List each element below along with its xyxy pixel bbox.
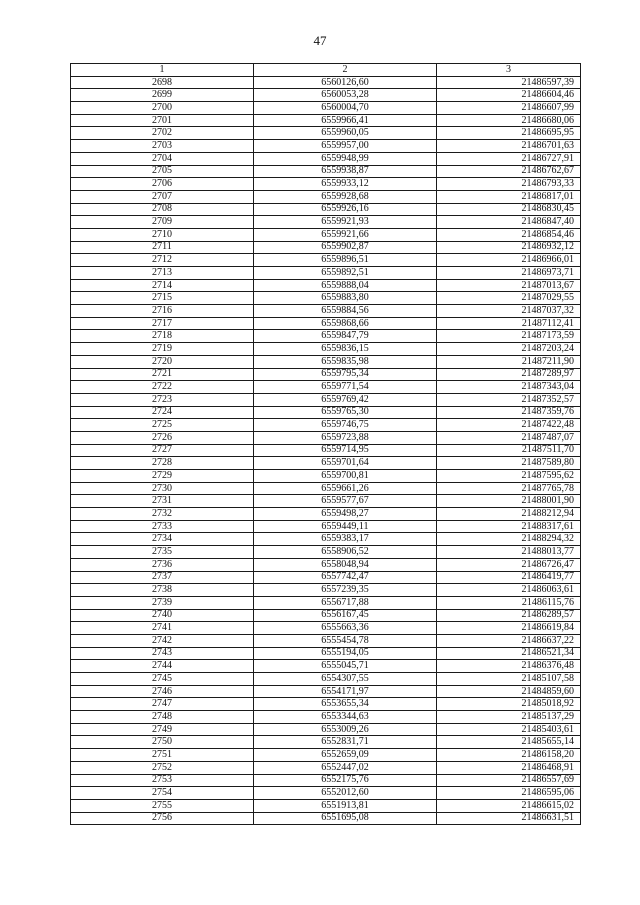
x-coordinate-cell: 6554307,55 — [254, 673, 437, 686]
point-number-cell: 2709 — [71, 216, 254, 229]
y-coordinate-cell: 21485403,61 — [437, 723, 581, 736]
x-coordinate-cell: 6553655,34 — [254, 698, 437, 711]
y-coordinate-cell: 21486115,76 — [437, 596, 581, 609]
x-coordinate-cell: 6559883,80 — [254, 292, 437, 305]
point-number-cell: 2728 — [71, 457, 254, 470]
table-row — [71, 571, 581, 584]
y-coordinate-cell: 21487203,24 — [437, 343, 581, 356]
point-number-cell: 2713 — [71, 267, 254, 280]
x-coordinate-cell: 6559836,15 — [254, 343, 437, 356]
point-number-cell: 2716 — [71, 305, 254, 318]
table-row — [71, 812, 581, 825]
x-coordinate-cell: 6553009,26 — [254, 723, 437, 736]
x-coordinate-cell: 6559449,11 — [254, 520, 437, 533]
point-number-cell: 2737 — [71, 571, 254, 584]
y-coordinate-cell: 21486854,46 — [437, 228, 581, 241]
y-coordinate-cell: 21486830,45 — [437, 203, 581, 216]
point-number-cell: 2754 — [71, 787, 254, 800]
point-number-cell: 2753 — [71, 774, 254, 787]
y-coordinate-cell: 21486637,22 — [437, 634, 581, 647]
table-row — [71, 558, 581, 571]
x-coordinate-cell: 6559921,93 — [254, 216, 437, 229]
table-row — [71, 520, 581, 533]
y-coordinate-cell: 21486817,01 — [437, 190, 581, 203]
point-number-cell: 2721 — [71, 368, 254, 381]
table-row — [71, 444, 581, 457]
table-row — [71, 228, 581, 241]
y-coordinate-cell: 21486521,34 — [437, 647, 581, 660]
table-row — [71, 749, 581, 762]
point-number-cell: 2701 — [71, 114, 254, 127]
x-coordinate-cell: 6552659,09 — [254, 749, 437, 762]
y-coordinate-cell: 21487289,97 — [437, 368, 581, 381]
table-row — [71, 114, 581, 127]
point-number-cell: 2724 — [71, 406, 254, 419]
x-coordinate-cell: 6559498,27 — [254, 508, 437, 521]
y-coordinate-cell: 21486727,91 — [437, 152, 581, 165]
y-coordinate-cell: 21486376,48 — [437, 660, 581, 673]
x-coordinate-cell: 6559921,66 — [254, 228, 437, 241]
x-coordinate-cell: 6559771,54 — [254, 381, 437, 394]
x-coordinate-cell: 6554171,97 — [254, 685, 437, 698]
point-number-cell: 2705 — [71, 165, 254, 178]
x-coordinate-cell: 6559902,87 — [254, 241, 437, 254]
point-number-cell: 2746 — [71, 685, 254, 698]
point-number-cell: 2712 — [71, 254, 254, 267]
point-number-cell: 2699 — [71, 89, 254, 102]
y-coordinate-cell: 21487511,70 — [437, 444, 581, 457]
x-coordinate-cell: 6560126,60 — [254, 76, 437, 89]
y-coordinate-cell: 21487211,90 — [437, 355, 581, 368]
y-coordinate-cell: 21486793,33 — [437, 178, 581, 191]
table-row — [71, 685, 581, 698]
table-row — [71, 774, 581, 787]
x-coordinate-cell: 6552175,76 — [254, 774, 437, 787]
x-coordinate-cell: 6559966,41 — [254, 114, 437, 127]
point-number-cell: 2742 — [71, 634, 254, 647]
table-row — [71, 393, 581, 406]
point-number-cell: 2708 — [71, 203, 254, 216]
x-coordinate-cell: 6559661,26 — [254, 482, 437, 495]
table-row — [71, 203, 581, 216]
y-coordinate-cell: 21485018,92 — [437, 698, 581, 711]
table-row — [71, 723, 581, 736]
y-coordinate-cell: 21484859,60 — [437, 685, 581, 698]
table-row — [71, 584, 581, 597]
point-number-cell: 2702 — [71, 127, 254, 140]
x-coordinate-cell: 6559892,51 — [254, 267, 437, 280]
point-number-cell: 2700 — [71, 102, 254, 115]
table-row — [71, 711, 581, 724]
table-row — [71, 596, 581, 609]
x-coordinate-cell: 6559746,75 — [254, 419, 437, 432]
x-coordinate-cell: 6559769,42 — [254, 393, 437, 406]
point-number-cell: 2725 — [71, 419, 254, 432]
y-coordinate-cell: 21487037,32 — [437, 305, 581, 318]
table-row — [71, 508, 581, 521]
point-number-cell: 2727 — [71, 444, 254, 457]
coordinates-table — [70, 63, 581, 825]
point-number-cell: 2736 — [71, 558, 254, 571]
y-coordinate-cell: 21485137,29 — [437, 711, 581, 724]
point-number-cell: 2731 — [71, 495, 254, 508]
y-coordinate-cell: 21487595,62 — [437, 470, 581, 483]
y-coordinate-cell: 21486680,06 — [437, 114, 581, 127]
table-row — [71, 609, 581, 622]
x-coordinate-cell: 6552447,02 — [254, 761, 437, 774]
point-number-cell: 2751 — [71, 749, 254, 762]
table-row — [71, 634, 581, 647]
y-coordinate-cell: 21485655,14 — [437, 736, 581, 749]
table-row — [71, 698, 581, 711]
x-coordinate-cell: 6559577,67 — [254, 495, 437, 508]
x-coordinate-cell: 6559926,16 — [254, 203, 437, 216]
x-coordinate-cell: 6559896,51 — [254, 254, 437, 267]
y-coordinate-cell: 21488013,77 — [437, 546, 581, 559]
y-coordinate-cell: 21486847,40 — [437, 216, 581, 229]
x-coordinate-cell: 6559723,88 — [254, 431, 437, 444]
y-coordinate-cell: 21486597,39 — [437, 76, 581, 89]
x-coordinate-cell: 6559960,05 — [254, 127, 437, 140]
point-number-cell: 2755 — [71, 799, 254, 812]
y-coordinate-cell: 21486468,91 — [437, 761, 581, 774]
y-coordinate-cell: 21488212,94 — [437, 508, 581, 521]
column-header-2: 2 — [254, 64, 437, 77]
table-row — [71, 736, 581, 749]
point-number-cell: 2730 — [71, 482, 254, 495]
x-coordinate-cell: 6559383,17 — [254, 533, 437, 546]
y-coordinate-cell: 21486966,01 — [437, 254, 581, 267]
y-coordinate-cell: 21486063,61 — [437, 584, 581, 597]
table-row — [71, 470, 581, 483]
y-coordinate-cell: 21486973,71 — [437, 267, 581, 280]
table-row — [71, 317, 581, 330]
y-coordinate-cell: 21488317,61 — [437, 520, 581, 533]
x-coordinate-cell: 6555454,78 — [254, 634, 437, 647]
x-coordinate-cell: 6551695,08 — [254, 812, 437, 825]
table-row — [71, 305, 581, 318]
point-number-cell: 2715 — [71, 292, 254, 305]
x-coordinate-cell: 6555045,71 — [254, 660, 437, 673]
point-number-cell: 2703 — [71, 140, 254, 153]
point-number-cell: 2714 — [71, 279, 254, 292]
table-row — [71, 89, 581, 102]
table-row — [71, 431, 581, 444]
x-coordinate-cell: 6559700,81 — [254, 470, 437, 483]
point-number-cell: 2723 — [71, 393, 254, 406]
point-number-cell: 2752 — [71, 761, 254, 774]
x-coordinate-cell: 6559948,99 — [254, 152, 437, 165]
y-coordinate-cell: 21488294,32 — [437, 533, 581, 546]
y-coordinate-cell: 21487589,80 — [437, 457, 581, 470]
x-coordinate-cell: 6557742,47 — [254, 571, 437, 584]
point-number-cell: 2732 — [71, 508, 254, 521]
table-row — [71, 241, 581, 254]
column-header-3: 3 — [437, 64, 581, 77]
point-number-cell: 2706 — [71, 178, 254, 191]
x-coordinate-cell: 6555663,36 — [254, 622, 437, 635]
point-number-cell: 2720 — [71, 355, 254, 368]
x-coordinate-cell: 6559795,34 — [254, 368, 437, 381]
y-coordinate-cell: 21487352,57 — [437, 393, 581, 406]
table-row — [71, 267, 581, 280]
y-coordinate-cell: 21486631,51 — [437, 812, 581, 825]
table-row — [71, 673, 581, 686]
y-coordinate-cell: 21486619,84 — [437, 622, 581, 635]
y-coordinate-cell: 21487765,78 — [437, 482, 581, 495]
y-coordinate-cell: 21487487,07 — [437, 431, 581, 444]
point-number-cell: 2739 — [71, 596, 254, 609]
table-row — [71, 152, 581, 165]
point-number-cell: 2745 — [71, 673, 254, 686]
x-coordinate-cell: 6556167,45 — [254, 609, 437, 622]
y-coordinate-cell: 21486762,67 — [437, 165, 581, 178]
point-number-cell: 2717 — [71, 317, 254, 330]
x-coordinate-cell: 6552012,60 — [254, 787, 437, 800]
x-coordinate-cell: 6551913,81 — [254, 799, 437, 812]
table-row — [71, 76, 581, 89]
table-row — [71, 102, 581, 115]
point-number-cell: 2743 — [71, 647, 254, 660]
point-number-cell: 2711 — [71, 241, 254, 254]
y-coordinate-cell: 21487112,41 — [437, 317, 581, 330]
x-coordinate-cell: 6559933,12 — [254, 178, 437, 191]
point-number-cell: 2749 — [71, 723, 254, 736]
point-number-cell: 2740 — [71, 609, 254, 622]
point-number-cell: 2726 — [71, 431, 254, 444]
point-number-cell: 2698 — [71, 76, 254, 89]
x-coordinate-cell: 6560004,70 — [254, 102, 437, 115]
point-number-cell: 2729 — [71, 470, 254, 483]
y-coordinate-cell: 21487422,48 — [437, 419, 581, 432]
table-row — [71, 140, 581, 153]
table-row — [71, 165, 581, 178]
x-coordinate-cell: 6559957,00 — [254, 140, 437, 153]
x-coordinate-cell: 6560053,28 — [254, 89, 437, 102]
point-number-cell: 2707 — [71, 190, 254, 203]
table-row — [71, 292, 581, 305]
table-row — [71, 178, 581, 191]
table-row — [71, 546, 581, 559]
x-coordinate-cell: 6558048,94 — [254, 558, 437, 571]
page-number: 47 — [313, 33, 327, 48]
x-coordinate-cell: 6559714,95 — [254, 444, 437, 457]
point-number-cell: 2734 — [71, 533, 254, 546]
y-coordinate-cell: 21487013,67 — [437, 279, 581, 292]
table-row — [71, 254, 581, 267]
table-row — [71, 190, 581, 203]
y-coordinate-cell: 21486695,95 — [437, 127, 581, 140]
x-coordinate-cell: 6559835,98 — [254, 355, 437, 368]
point-number-cell: 2741 — [71, 622, 254, 635]
y-coordinate-cell: 21487173,59 — [437, 330, 581, 343]
x-coordinate-cell: 6557239,35 — [254, 584, 437, 597]
x-coordinate-cell: 6559884,56 — [254, 305, 437, 318]
y-coordinate-cell: 21486604,46 — [437, 89, 581, 102]
table-row — [71, 343, 581, 356]
table-row — [71, 533, 581, 546]
table-row — [71, 787, 581, 800]
x-coordinate-cell: 6559868,66 — [254, 317, 437, 330]
y-coordinate-cell: 21488001,90 — [437, 495, 581, 508]
point-number-cell: 2747 — [71, 698, 254, 711]
table-row — [71, 761, 581, 774]
point-number-cell: 2748 — [71, 711, 254, 724]
x-coordinate-cell: 6559847,79 — [254, 330, 437, 343]
y-coordinate-cell: 21486419,77 — [437, 571, 581, 584]
table-row — [71, 622, 581, 635]
table-row — [71, 355, 581, 368]
y-coordinate-cell: 21486158,20 — [437, 749, 581, 762]
table-row — [71, 419, 581, 432]
y-coordinate-cell: 21486726,47 — [437, 558, 581, 571]
y-coordinate-cell: 21487343,04 — [437, 381, 581, 394]
y-coordinate-cell: 21487359,76 — [437, 406, 581, 419]
point-number-cell: 2738 — [71, 584, 254, 597]
x-coordinate-cell: 6559888,04 — [254, 279, 437, 292]
table-row — [71, 799, 581, 812]
header-row — [71, 64, 581, 77]
table-row — [71, 368, 581, 381]
table-row — [71, 482, 581, 495]
column-header-1: 1 — [71, 64, 254, 77]
y-coordinate-cell: 21487029,55 — [437, 292, 581, 305]
y-coordinate-cell: 21486595,06 — [437, 787, 581, 800]
x-coordinate-cell: 6559701,64 — [254, 457, 437, 470]
y-coordinate-cell: 21486557,69 — [437, 774, 581, 787]
point-number-cell: 2704 — [71, 152, 254, 165]
y-coordinate-cell: 21486607,99 — [437, 102, 581, 115]
y-coordinate-cell: 21485107,58 — [437, 673, 581, 686]
point-number-cell: 2710 — [71, 228, 254, 241]
point-number-cell: 2719 — [71, 343, 254, 356]
x-coordinate-cell: 6559938,87 — [254, 165, 437, 178]
x-coordinate-cell: 6552831,71 — [254, 736, 437, 749]
table-row — [71, 381, 581, 394]
table-row — [71, 647, 581, 660]
table-row — [71, 457, 581, 470]
table-row — [71, 279, 581, 292]
point-number-cell: 2733 — [71, 520, 254, 533]
table-row — [71, 330, 581, 343]
table-row — [71, 127, 581, 140]
y-coordinate-cell: 21486701,63 — [437, 140, 581, 153]
table-row — [71, 406, 581, 419]
y-coordinate-cell: 21486615,02 — [437, 799, 581, 812]
y-coordinate-cell: 21486289,57 — [437, 609, 581, 622]
x-coordinate-cell: 6553344,63 — [254, 711, 437, 724]
table-body — [71, 76, 581, 825]
point-number-cell: 2718 — [71, 330, 254, 343]
point-number-cell: 2735 — [71, 546, 254, 559]
x-coordinate-cell: 6556717,88 — [254, 596, 437, 609]
point-number-cell: 2750 — [71, 736, 254, 749]
x-coordinate-cell: 6559765,30 — [254, 406, 437, 419]
x-coordinate-cell: 6555194,05 — [254, 647, 437, 660]
table-row — [71, 660, 581, 673]
point-number-cell: 2722 — [71, 381, 254, 394]
y-coordinate-cell: 21486932,12 — [437, 241, 581, 254]
table-header — [71, 64, 581, 77]
point-number-cell: 2744 — [71, 660, 254, 673]
table-row — [71, 216, 581, 229]
point-number-cell: 2756 — [71, 812, 254, 825]
x-coordinate-cell: 6559928,68 — [254, 190, 437, 203]
x-coordinate-cell: 6558906,52 — [254, 546, 437, 559]
table-row — [71, 495, 581, 508]
